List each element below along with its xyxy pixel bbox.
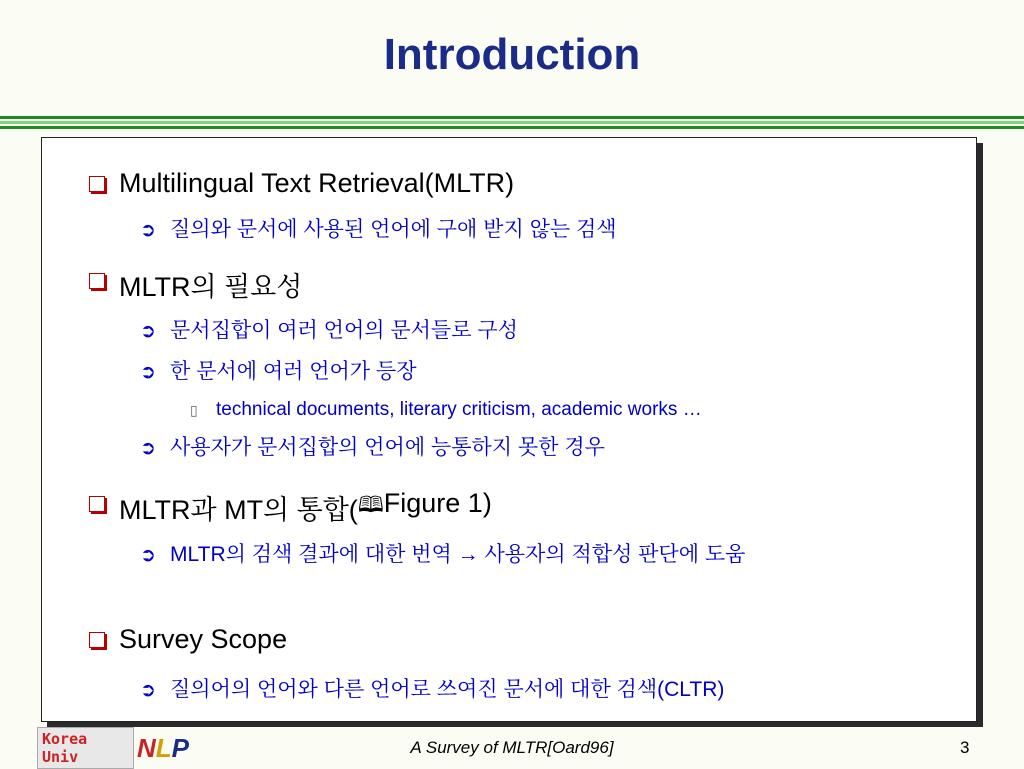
- logo-nlp: NLP: [136, 732, 189, 763]
- outline-square-bullet-icon: ▯: [190, 402, 198, 418]
- bullet-text-before: MLTR과 MT의 통합(: [119, 495, 358, 525]
- sub-bullet-definition: [140, 215, 617, 245]
- arrow-bullet-icon: ➲: [140, 220, 156, 241]
- square-bullet-icon: [89, 273, 105, 289]
- bullet-text-after: Figure 1): [383, 488, 492, 518]
- arrow-bullet-icon: ➲: [140, 545, 156, 566]
- sub-bullet-text: MLTR의 검색 결과에 대한 번역 → 사용자의 적합성 판단에 도움: [170, 543, 746, 566]
- sub-bullet-text: 문서집합이 여러 언어의 문서들로 구성: [170, 319, 518, 342]
- arrow-bullet-icon: ➲: [140, 362, 156, 383]
- bullet-text: Survey Scope: [119, 624, 288, 654]
- bullet-necessity: [89, 265, 302, 304]
- logo-korea-univ: Korea Univ: [37, 727, 134, 769]
- footer-caption: A Survey of MLTR[Oard96]: [410, 738, 614, 757]
- bullet-mltr-mt: [89, 488, 492, 527]
- sub-bullet-user-language: [140, 433, 605, 463]
- content-box: [41, 137, 977, 722]
- title-divider-top: [0, 116, 1024, 119]
- page-number: 3: [960, 738, 970, 757]
- bullet-text: MLTR의 필요성: [119, 272, 303, 302]
- bullet-text: Multilingual Text Retrieval(MLTR): [119, 168, 515, 198]
- square-bullet-icon: [89, 496, 105, 512]
- sub-bullet-cltr: [140, 675, 724, 705]
- sub-bullet-translation: [140, 540, 910, 570]
- arrow-bullet-icon: ➲: [140, 680, 156, 701]
- sub-bullet-collection: [140, 316, 518, 346]
- sub-bullet-multilang-doc: [140, 357, 416, 387]
- title-divider-middle: [0, 121, 1024, 124]
- sub-bullet-text: 사용자가 문서집합의 언어에 능통하지 못한 경우: [170, 436, 605, 459]
- sub-bullet-text: 질의어의 언어와 다른 언어로 쓰여진 문서에 대한 검색(CLTR): [170, 678, 725, 701]
- square-bullet-icon: [89, 632, 105, 648]
- sub-sub-bullet-examples: [190, 399, 702, 421]
- sub-bullet-text: 질의와 문서에 사용된 언어에 구애 받지 않는 검색: [170, 218, 617, 241]
- book-icon: 🕮: [357, 492, 384, 517]
- arrow-bullet-icon: ➲: [140, 321, 156, 342]
- slide-title: Introduction: [383, 30, 641, 79]
- square-bullet-icon: [89, 176, 105, 192]
- title-divider-bottom: [0, 126, 1024, 129]
- bullet-survey-scope: [89, 624, 287, 655]
- bullet-mltr: [89, 168, 514, 199]
- sub-sub-bullet-text: technical documents, literary criticism, academic works …: [216, 399, 702, 420]
- sub-bullet-text: 한 문서에 여러 언어가 등장: [170, 360, 417, 383]
- arrow-bullet-icon: ➲: [140, 438, 156, 459]
